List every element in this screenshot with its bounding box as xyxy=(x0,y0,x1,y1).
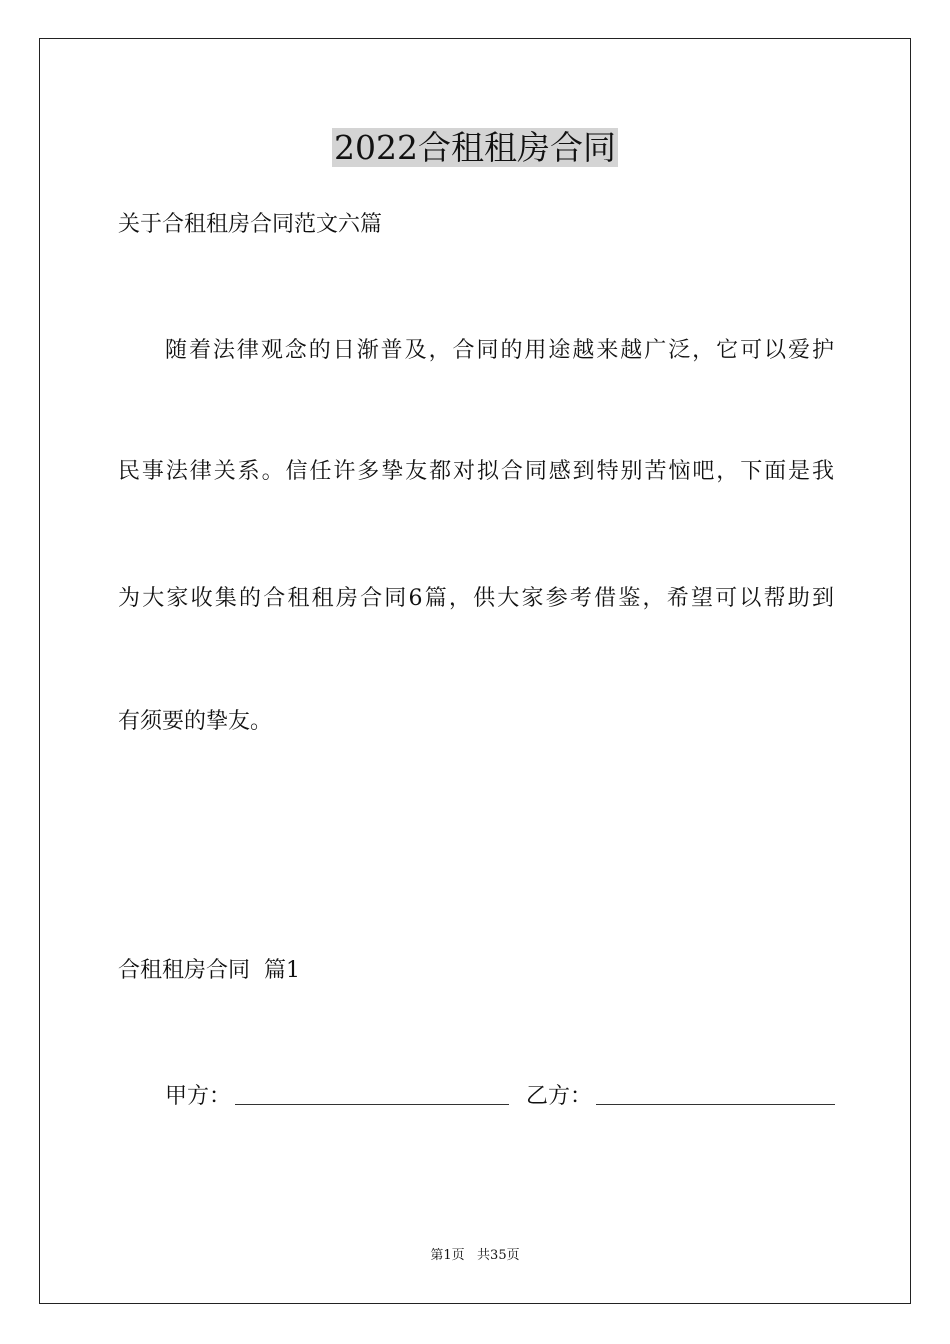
intro-line-3: 为大家收集的合租租房合同6篇，供大家参考借鉴，希望可以帮助到 xyxy=(118,586,834,611)
page-footer: 第1页 共35页 xyxy=(430,1248,520,1263)
party-a-label: 甲方： xyxy=(165,1084,232,1109)
party-row xyxy=(165,1082,835,1112)
intro-line-2: 民事法律关系。信任许多挚友都对拟合同感到特别苦恼吧，下面是我 xyxy=(118,459,834,484)
document-subtitle: 关于合租租房合同范文六篇 xyxy=(118,212,383,237)
document-title xyxy=(0,126,950,170)
intro-line-4: 有须要的挚友。 xyxy=(118,709,273,734)
party-b-blank-line xyxy=(596,1104,835,1105)
document-title-text: 2022合租租房合同 xyxy=(334,128,616,167)
intro-line-1: 随着法律观念的日渐普及，合同的用途越来越广泛，它可以爱护 xyxy=(165,338,834,363)
party-b-label: 乙方： xyxy=(526,1084,593,1109)
section-heading: 合租租房合同 篇1 xyxy=(118,958,300,983)
party-a-blank-line xyxy=(235,1104,509,1105)
